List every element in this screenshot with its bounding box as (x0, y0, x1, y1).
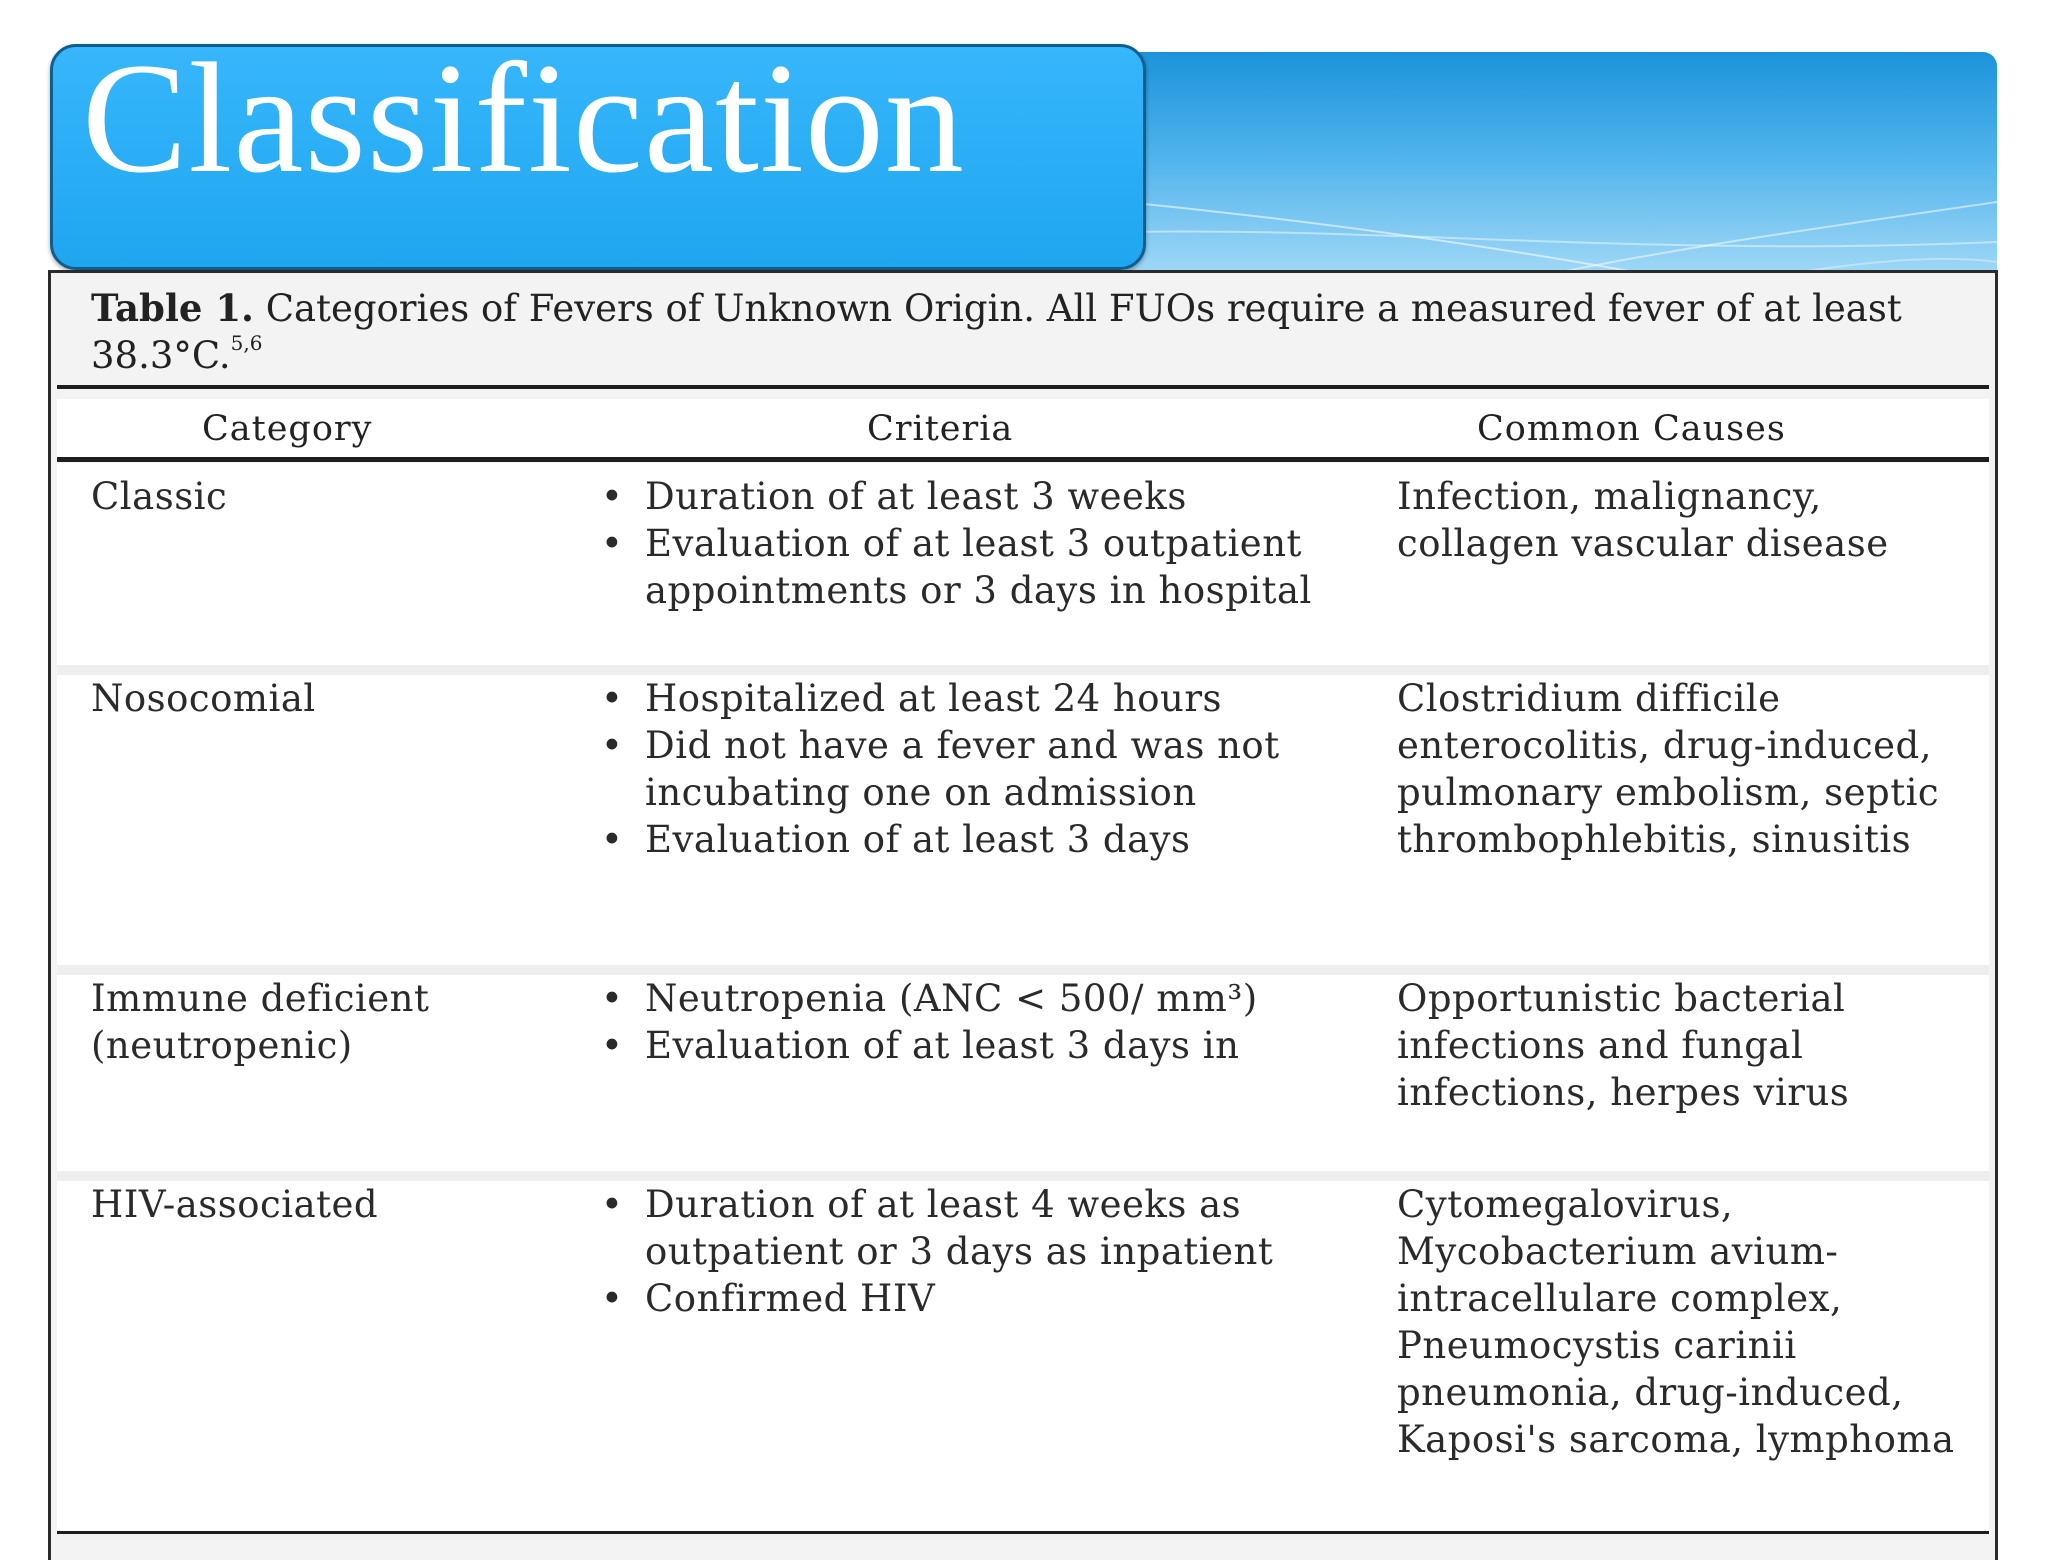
table-header-row (57, 399, 1989, 457)
criteria-item: • Duration of at least 4 weeks as outpatient or 3 days as inpatient (597, 1181, 1417, 1275)
row-causes: Cytomegalovirus, Mycobacterium avium-intracellulare complex, Pneumocystis carinii pneumonia, drug-induced, Kaposi's sarcoma, lymphoma (1397, 1183, 1955, 1461)
row-causes: Opportunistic bacterial infections and fungal infections, herpes virus (1397, 977, 1850, 1114)
header-category: Category (202, 409, 373, 449)
row-causes: Infection, malignancy, collagen vascular disease (1397, 475, 1889, 565)
row-criteria (597, 1181, 1417, 1322)
row-divider (57, 1171, 1989, 1181)
slide-title: Classification (82, 31, 965, 206)
criteria-item: • Duration of at least 3 weeks (597, 473, 1417, 520)
criteria-item: • Evaluation of at least 3 days in (597, 1022, 1417, 1069)
row-category: Classic (91, 475, 228, 518)
row-divider (57, 965, 1989, 975)
row-category: HIV-associated (91, 1183, 379, 1226)
wave-decoration (1125, 52, 1997, 284)
row-criteria (597, 975, 1417, 1069)
fuo-table (48, 270, 1998, 1560)
header-criteria: Criteria (867, 409, 1014, 449)
row-category: Immune deficient (neutropenic) (91, 977, 430, 1067)
criteria-item: • Evaluation of at least 3 outpatient appointments or 3 days in hospital (597, 520, 1417, 614)
table-caption-ref: 5,6 (230, 331, 263, 355)
table-bottom-rule (57, 1531, 1989, 1534)
header-rule (57, 457, 1989, 462)
row-causes: Clostridium difficile enterocolitis, drug-induced, pulmonary embolism, septic thrombophlebitis, sinusitis (1397, 677, 1940, 861)
caption-rule (57, 385, 1989, 389)
criteria-item: • Did not have a fever and was not incubating one on admission (597, 722, 1417, 816)
criteria-item: • Confirmed HIV (597, 1275, 1417, 1322)
row-divider (57, 665, 1989, 675)
criteria-item: • Evaluation of at least 3 days (597, 816, 1417, 863)
table-row (57, 675, 1989, 965)
table-caption-text: Categories of Fevers of Unknown Origin. All FUOs require a measured fever of at least 38.3°C. (91, 287, 1902, 377)
header-banner (1125, 52, 1997, 284)
table-row (57, 1181, 1989, 1531)
criteria-item: • Hospitalized at least 24 hours (597, 675, 1417, 722)
table-row (57, 975, 1989, 1171)
table-caption (91, 285, 1971, 379)
header-common-causes: Common Causes (1477, 409, 1786, 449)
table-caption-label: Table 1. (91, 286, 254, 330)
row-criteria (597, 473, 1417, 614)
criteria-item: • Neutropenia (ANC < 500/ mm³) (597, 975, 1417, 1022)
row-category: Nosocomial (91, 677, 316, 720)
row-criteria (597, 675, 1417, 863)
table-row (57, 463, 1989, 665)
